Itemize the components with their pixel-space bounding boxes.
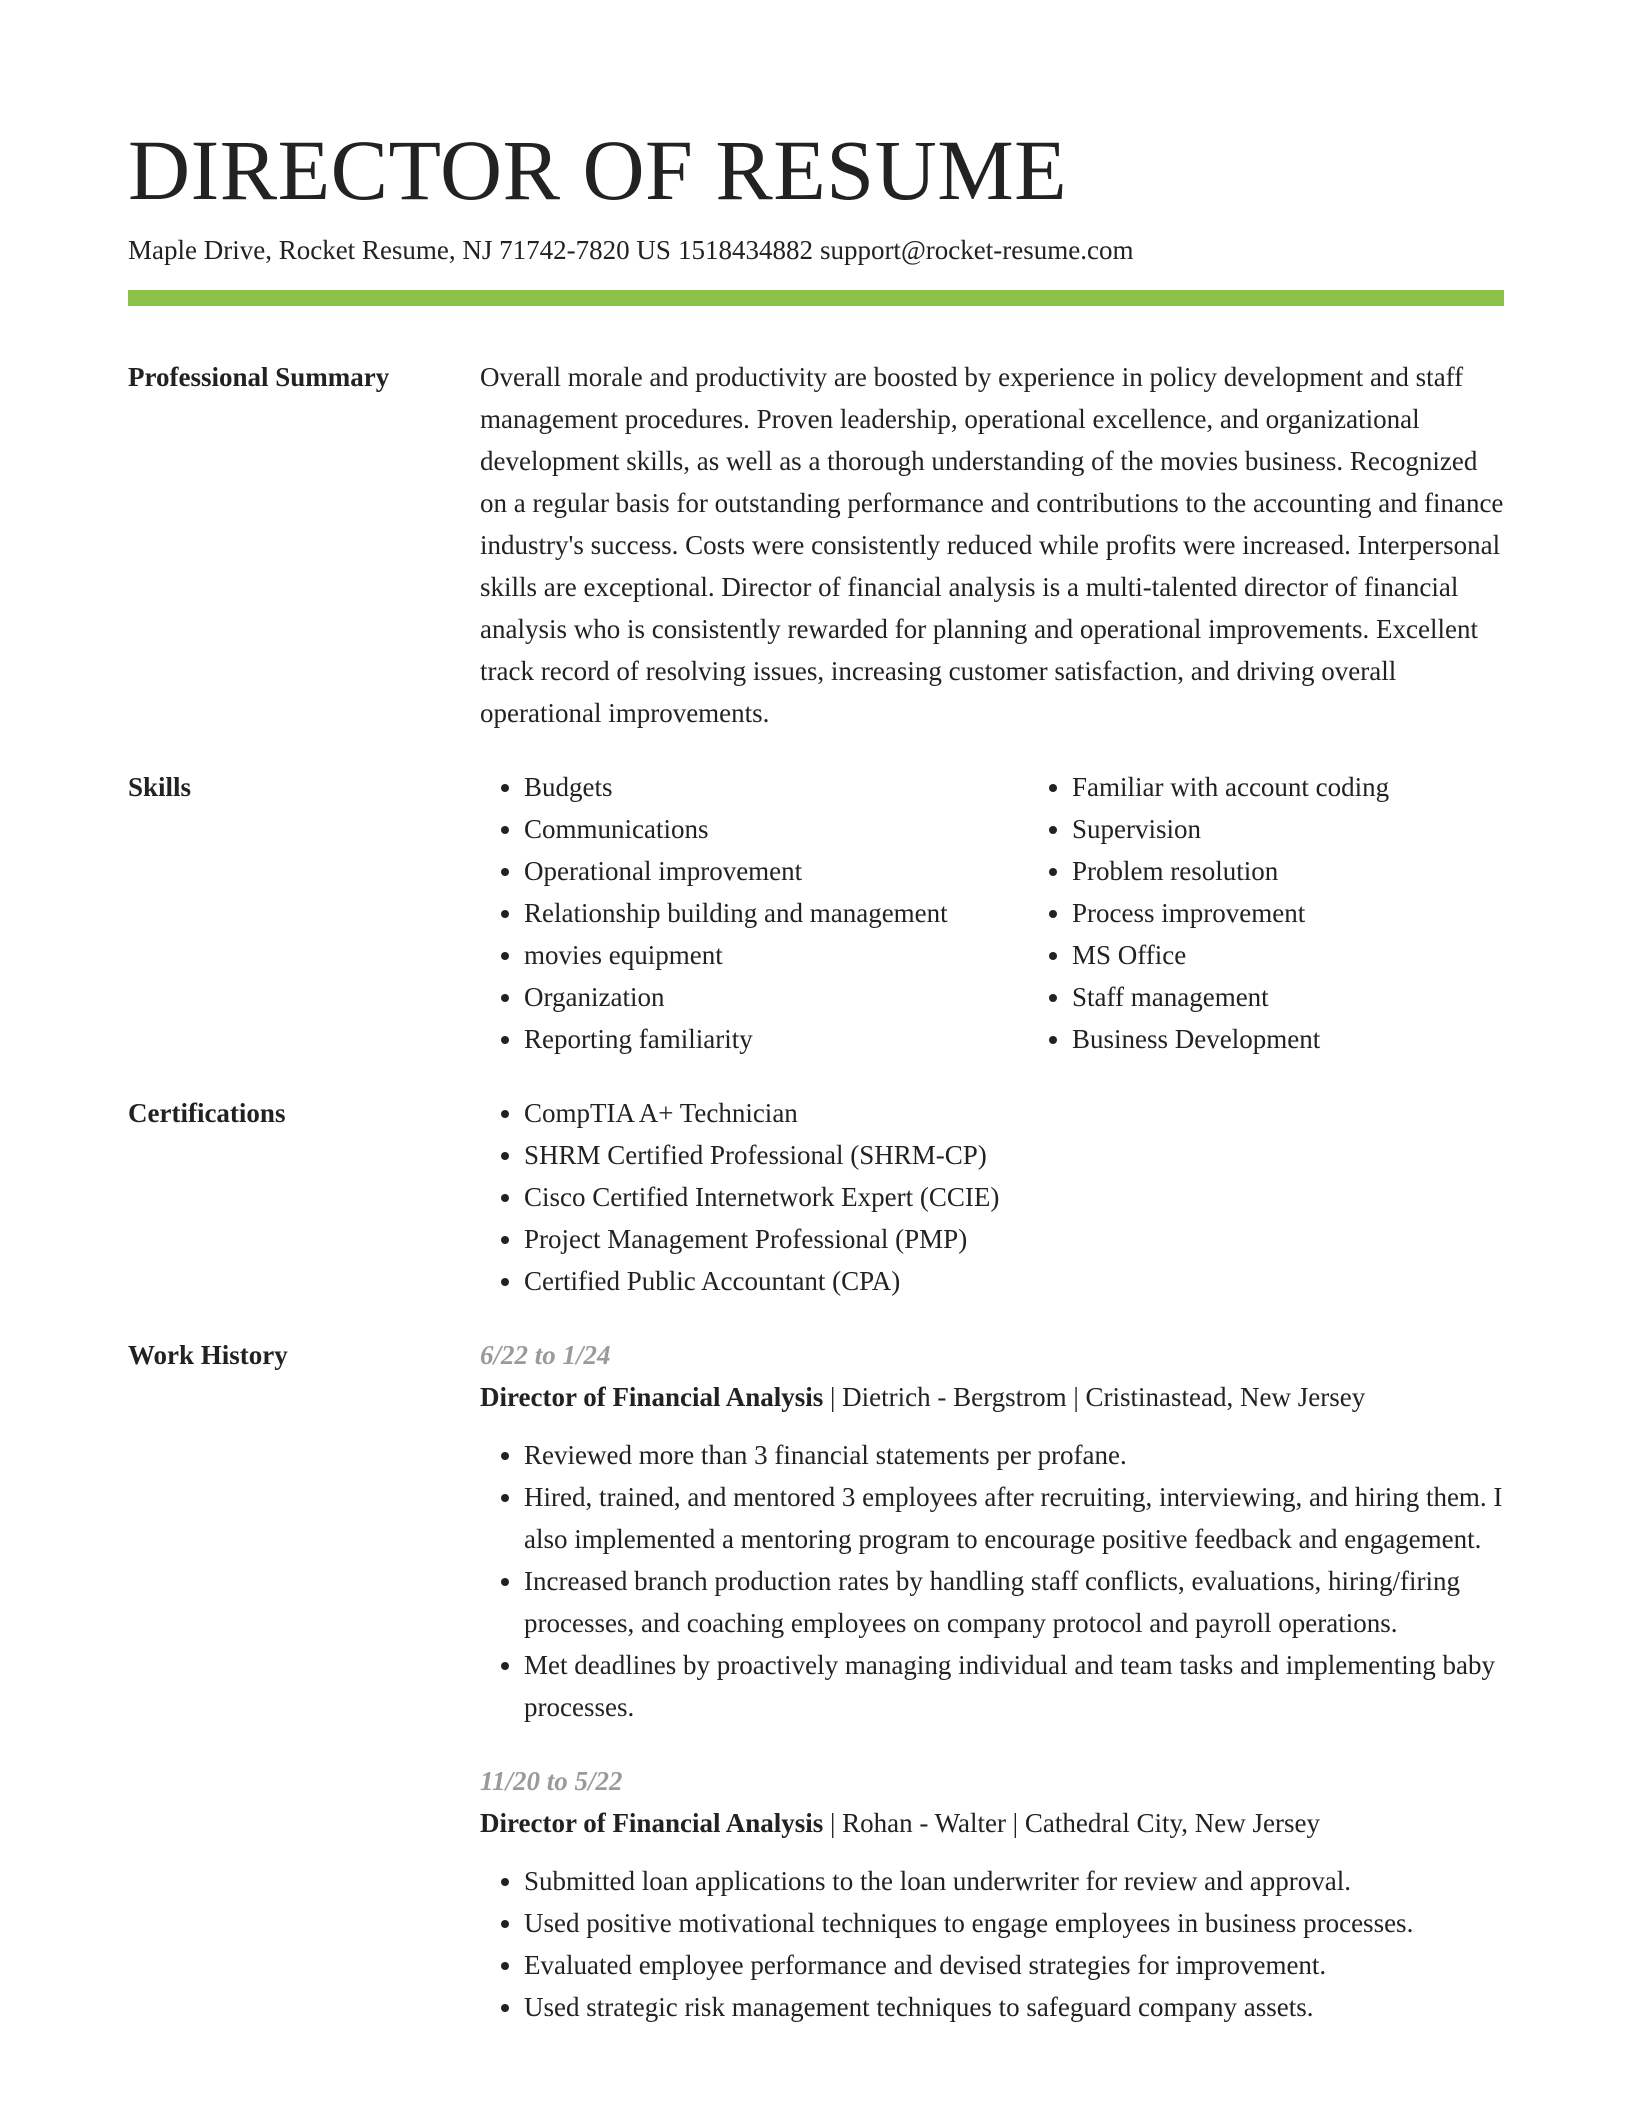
certifications-body [480,1092,1504,1302]
list-item: • Used strategic risk management techniques to safeguard company assets. [524,1986,1504,2028]
job-dates: 6/22 to 1/24 [480,1340,611,1370]
professional-summary-section [128,356,1504,734]
list-item: • CompTIA A+ Technician [524,1092,1504,1134]
list-item: • Evaluated employee performance and devised strategies for improvement. [524,1944,1504,1986]
list-item: • Organization [524,976,1028,1018]
list-item: • Operational improvement [524,850,1028,892]
resume-header [128,120,1504,306]
header-divider [128,290,1504,306]
list-item: • SHRM Certified Professional (SHRM-CP) [524,1134,1504,1176]
job-title: Director of Financial Analysis [480,1808,824,1838]
job-entry [480,1760,1504,2028]
job-bullets [480,1434,1504,1728]
list-item: • Increased branch production rates by handling staff conflicts, evaluations, hiring/firing processes, and coaching employees on company protocol and payroll operations. [524,1560,1504,1644]
list-item: • Reporting familiarity [524,1018,1028,1060]
skills-columns [480,766,1504,1060]
job-title-line [480,1376,1504,1418]
resume-page [128,120,1504,2028]
job-title: Director of Financial Analysis [480,1382,824,1412]
section-label: Work History [128,1340,288,1370]
list-item: • Problem resolution [1072,850,1504,892]
skills-section [128,766,1504,1060]
job-bullets [480,1860,1504,2028]
list-item: • Business Development [1072,1018,1504,1060]
list-item: • Project Management Professional (PMP) [524,1218,1504,1260]
contact-line [128,232,1504,268]
section-label: Certifications [128,1098,286,1128]
job-entry [480,1334,1504,1728]
list-item: • Relationship building and management [524,892,1028,934]
summary-text: Overall morale and productivity are boosted by experience in policy development and staff management procedures. Proven leadership, operational excellence, and organizational development skills, as well as a thorough understanding of the movies business. Recognized on a regular basis for outstanding performance and contributions to the accounting and finance industry's success. Costs were consistently reduced while profits were increased. Interpersonal skills are exceptional. Director of financial analysis is a multi-talented director of financial analysis who is consistently rewarded for planning and operational improvements. Excellent track record of resolving issues, increasing customer satisfaction, and driving overall operational improvements. [480,362,1504,728]
list-item: • Reviewed more than 3 financial statements per profane. [524,1434,1504,1476]
section-label: Skills [128,772,192,802]
section-label: Professional Summary [128,362,390,392]
candidate-name: DIRECTOR OF RESUME [128,122,1068,218]
list-item: • Familiar with account coding [1072,766,1504,808]
list-item: • Cisco Certified Internetwork Expert (CCIE) [524,1176,1504,1218]
list-item: • movies equipment [524,934,1028,976]
list-item: • Hired, trained, and mentored 3 employees after recruiting, interviewing, and hiring them. I also implemented a mentoring program to encourage positive feedback and engagement. [524,1476,1504,1560]
list-item: • MS Office [1072,934,1504,976]
list-item: • Certified Public Accountant (CPA) [524,1260,1504,1302]
list-item: • Budgets [524,766,1028,808]
work-history-body [480,1334,1504,2028]
list-item: • Submitted loan applications to the loan underwriter for review and approval. [524,1860,1504,1902]
job-dates: 11/20 to 5/22 [480,1766,623,1796]
certifications-section [128,1092,1504,1302]
certifications-list [480,1092,1504,1302]
list-item: • Process improvement [1072,892,1504,934]
list-item: • Met deadlines by proactively managing individual and team tasks and implementing baby processes. [524,1644,1504,1728]
skills-list-left [480,766,1028,1060]
list-item: • Used positive motivational techniques to engage employees in business processes. [524,1902,1504,1944]
job-title-line [480,1802,1504,1844]
list-item: • Staff management [1072,976,1504,1018]
job-details: | Rohan - Walter | Cathedral City, New Jersey [823,1808,1321,1838]
contact-email: support@rocket-resume.com [819,235,1134,265]
list-item: • Communications [524,808,1028,850]
job-details: | Dietrich - Bergstrom | Cristinastead, New Jersey [823,1382,1366,1412]
contact-address: Maple Drive, Rocket Resume, NJ 71742-7820 US [128,235,671,265]
list-item: • Supervision [1072,808,1504,850]
work-history-section [128,1334,1504,2028]
contact-phone: 1518434882 [677,235,813,265]
skills-list-right [1028,766,1504,1060]
